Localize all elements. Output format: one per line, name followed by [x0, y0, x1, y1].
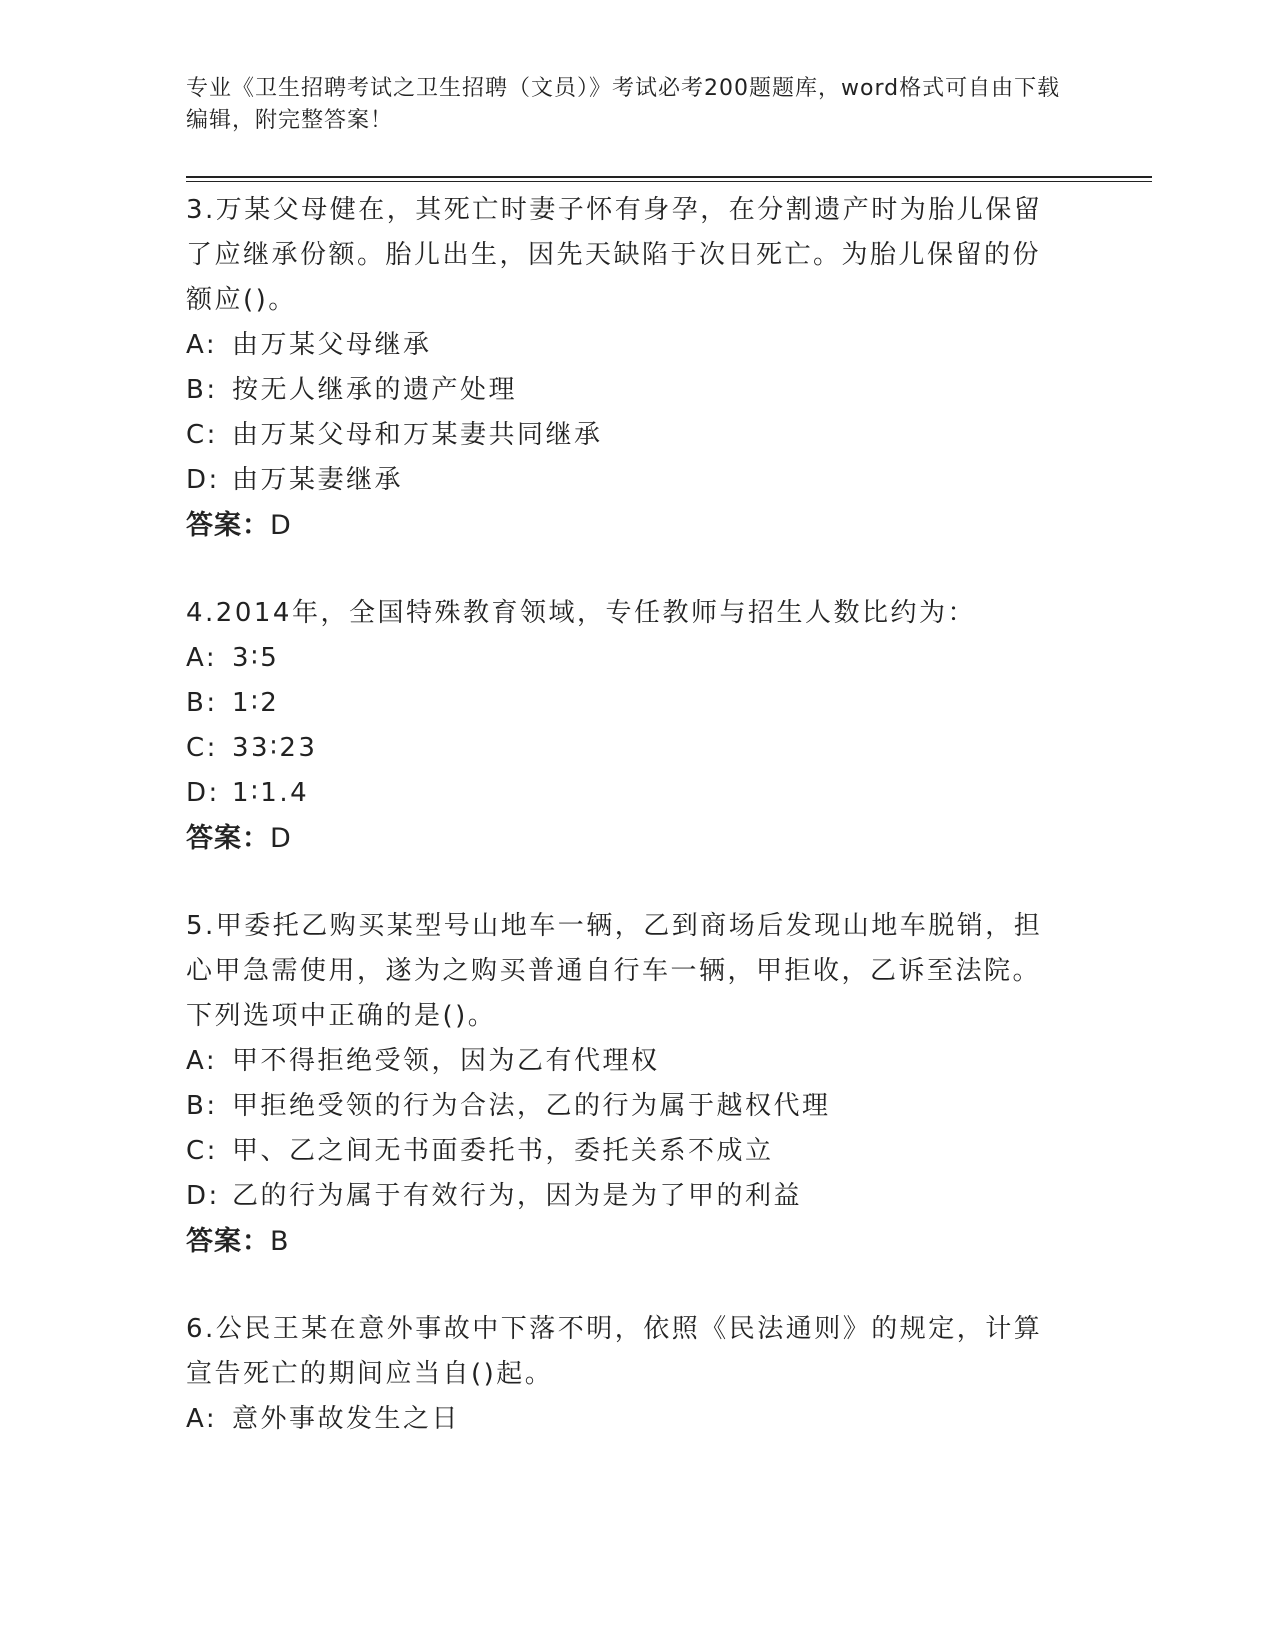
- option-text: 甲、乙之间无书面委托书，委托关系不成立: [232, 1136, 774, 1166]
- option-letter: A:: [186, 330, 218, 360]
- spacer: [186, 1265, 1066, 1307]
- option-text: 按无人继承的遗产处理: [232, 375, 518, 405]
- question-text: 4.2014年，全国特殊教育领域，专任教师与招生人数比约为：: [186, 598, 976, 628]
- option-b: [186, 681, 1066, 726]
- option-letter: D:: [186, 465, 220, 495]
- option-a: [186, 1039, 1066, 1084]
- question-item: [186, 188, 1066, 549]
- option-letter: C:: [186, 733, 218, 763]
- spacer: [186, 549, 1066, 591]
- option-letter: A:: [186, 643, 218, 673]
- option-text: 甲不得拒绝受领，因为乙有代理权: [232, 1046, 660, 1076]
- option-letter: B:: [186, 375, 218, 405]
- option-text: 3∶5: [232, 643, 280, 673]
- option-a: [186, 1397, 1066, 1442]
- header-divider-thin: [186, 181, 1152, 182]
- answer-line: [186, 816, 1066, 862]
- question-item: [186, 904, 1066, 1265]
- answer-value: B: [270, 1226, 290, 1257]
- option-letter: C:: [186, 420, 218, 450]
- header-divider: [186, 176, 1152, 178]
- option-text: 意外事故发生之日: [232, 1404, 461, 1434]
- option-text: 由万某妻继承: [232, 465, 404, 495]
- option-text: 33∶23: [232, 733, 318, 763]
- option-c: [186, 413, 1066, 458]
- option-text: 甲拒绝受领的行为合法，乙的行为属于越权代理: [232, 1091, 831, 1121]
- option-b: [186, 368, 1066, 413]
- option-letter: D:: [186, 1181, 220, 1211]
- answer-label: 答案：: [186, 510, 270, 541]
- answer-line: [186, 503, 1066, 549]
- option-text: 由万某父母和万某妻共同继承: [232, 420, 603, 450]
- option-letter: A:: [186, 1404, 218, 1434]
- option-letter: C:: [186, 1136, 218, 1166]
- option-text: 由万某父母继承: [232, 330, 432, 360]
- answer-value: D: [270, 823, 292, 854]
- option-text: 1∶2: [232, 688, 280, 718]
- option-c: [186, 1129, 1066, 1174]
- answer-label: 答案：: [186, 1226, 270, 1257]
- option-d: [186, 458, 1066, 503]
- answer-label: 答案：: [186, 823, 270, 854]
- option-d: [186, 1174, 1066, 1219]
- option-text: 1∶1.4: [232, 778, 310, 808]
- question-text: 5.甲委托乙购买某型号山地车一辆，乙到商场后发现山地车脱销，担心甲急需使用，遂为之购买普通自行车一辆，甲拒收，乙诉至法院。下列选项中正确的是()。: [186, 911, 1043, 1031]
- document-header: 专业《卫生招聘考试之卫生招聘（文员）》考试必考200题题库，word格式可自由下载编辑，附完整答案！: [186, 76, 1061, 133]
- question-text: 3.万某父母健在，其死亡时妻子怀有身孕，在分割遗产时为胎儿保留了应继承份额。胎儿出生，因先天缺陷于次日死亡。为胎儿保留的份额应()。: [186, 195, 1043, 315]
- answer-value: D: [270, 510, 292, 541]
- option-letter: B:: [186, 1091, 218, 1121]
- question-item: [186, 1307, 1066, 1442]
- option-d: [186, 771, 1066, 816]
- answer-line: [186, 1219, 1066, 1265]
- option-letter: A:: [186, 1046, 218, 1076]
- question-item: [186, 591, 1066, 862]
- option-text: 乙的行为属于有效行为，因为是为了甲的利益: [232, 1181, 803, 1211]
- spacer: [186, 862, 1066, 904]
- option-a: [186, 323, 1066, 368]
- option-a: [186, 636, 1066, 681]
- option-letter: B:: [186, 688, 218, 718]
- question-text: 6.公民王某在意外事故中下落不明，依照《民法通则》的规定，计算宣告死亡的期间应当自()起。: [186, 1314, 1043, 1389]
- option-letter: D:: [186, 778, 220, 808]
- question-list: [186, 188, 1066, 1442]
- option-b: [186, 1084, 1066, 1129]
- option-c: [186, 726, 1066, 771]
